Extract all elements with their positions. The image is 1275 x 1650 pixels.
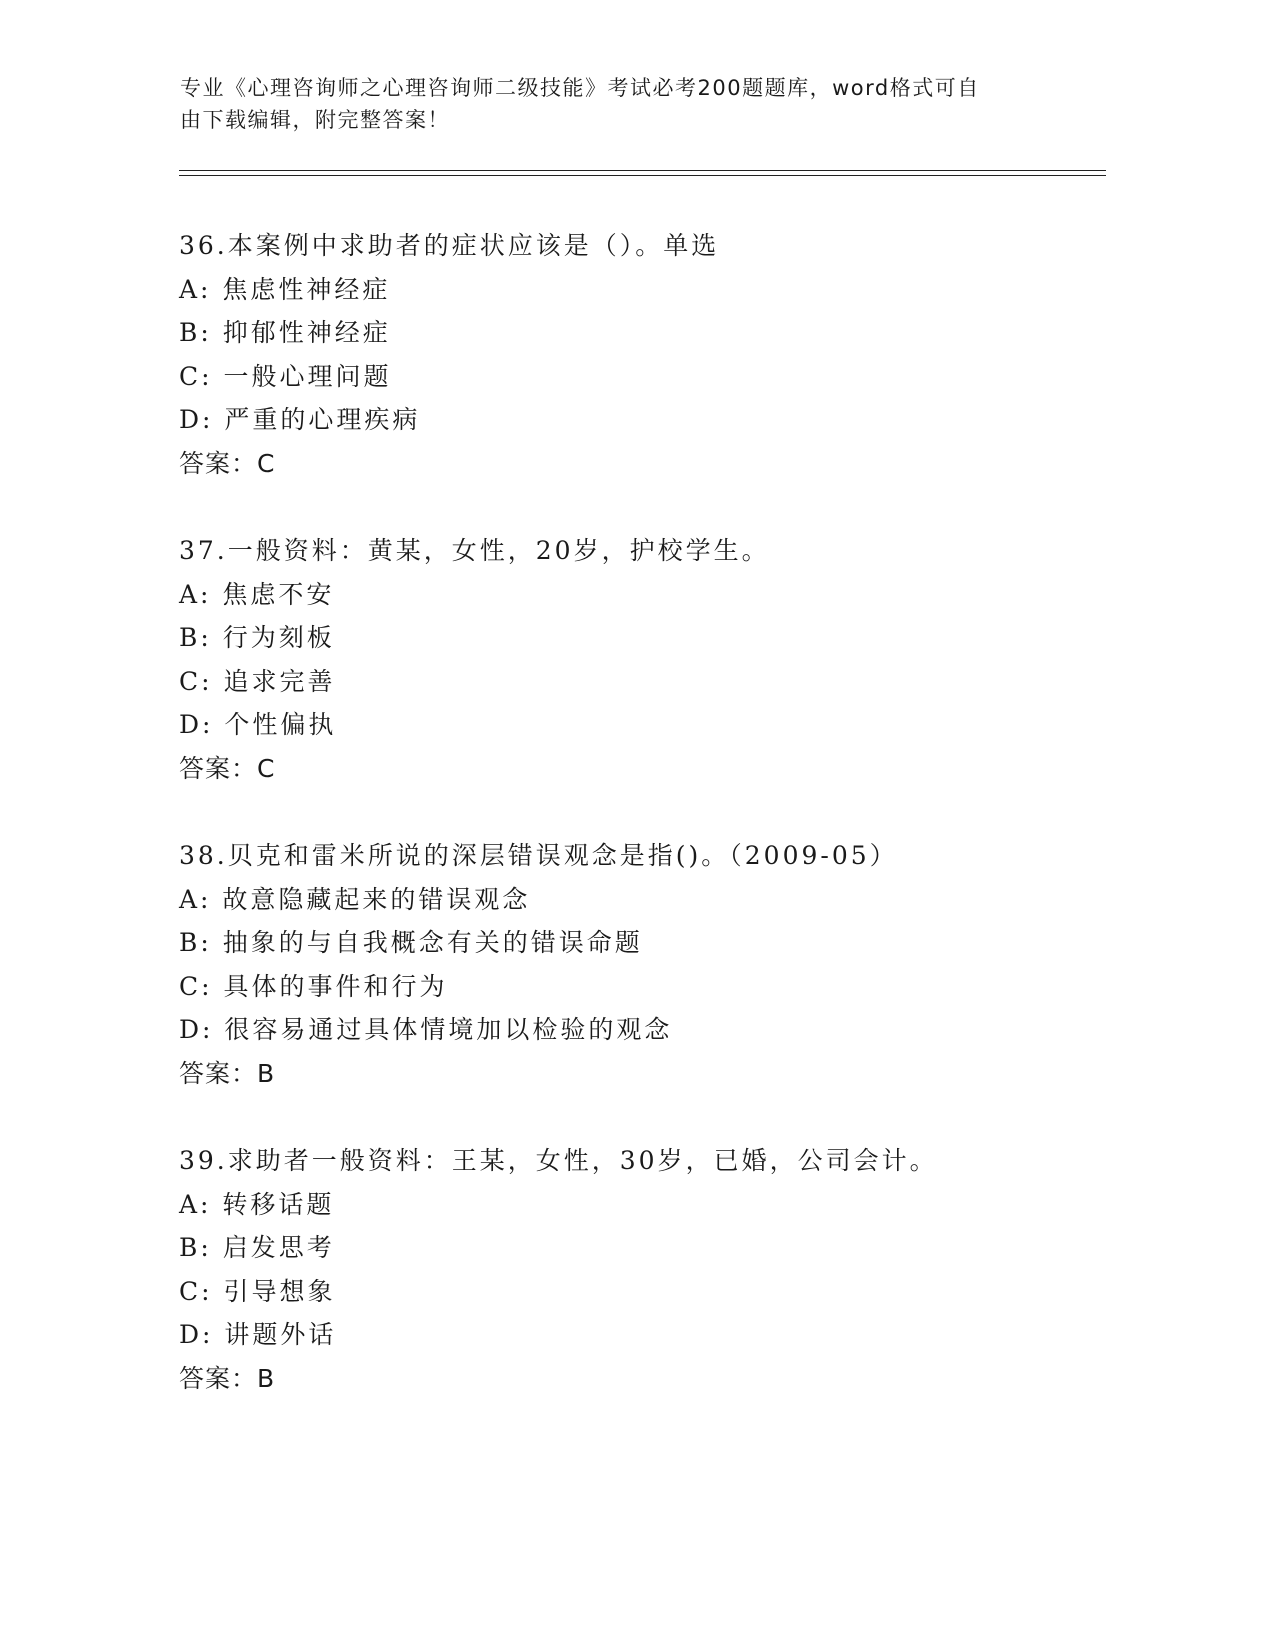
option-c: C: 具体的事件和行为	[179, 971, 448, 1001]
option-b: B: 抑郁性神经症	[179, 318, 391, 348]
header-line-1: 专业《心理咨询师之心理咨询师二级技能》考试必考200题题库，word格式可自	[180, 76, 980, 100]
question-39	[179, 1139, 1159, 1401]
answer: 答案：C	[179, 753, 276, 783]
question-38	[179, 834, 1159, 1096]
header-divider-bottom	[179, 175, 1106, 176]
answer: 答案：B	[179, 1058, 276, 1088]
option-c: C: 引导想象	[179, 1276, 336, 1306]
option-c: C: 一般心理问题	[179, 361, 392, 391]
document-header	[180, 72, 1040, 136]
option-d: D: 个性偏执	[179, 710, 337, 740]
header-line-2: 由下载编辑，附完整答案！	[180, 108, 450, 132]
option-a: A: 故意隐藏起来的错误观念	[179, 884, 531, 914]
header-divider-top	[179, 170, 1106, 171]
question-stem: 38.贝克和雷米所说的深层错误观念是指()。（2009-05）	[179, 841, 898, 870]
option-c: C: 追求完善	[179, 666, 336, 696]
option-b: B: 启发思考	[179, 1233, 335, 1263]
option-a: A: 转移话题	[179, 1189, 335, 1219]
option-b: B: 抽象的与自我概念有关的错误命题	[179, 928, 643, 958]
option-d: D: 严重的心理疾病	[179, 405, 421, 435]
answer: 答案：B	[179, 1363, 276, 1393]
question-36	[179, 224, 1159, 486]
question-stem: 36.本案例中求助者的症状应该是（）。单选	[179, 231, 720, 260]
question-stem: 39.求助者一般资料：王某，女性，30岁，已婚，公司会计。	[179, 1146, 938, 1175]
option-b: B: 行为刻板	[179, 623, 335, 653]
answer: 答案：C	[179, 448, 276, 478]
question-stem: 37.一般资料：黄某，女性，20岁，护校学生。	[179, 536, 770, 565]
option-a: A: 焦虑不安	[179, 579, 335, 609]
option-d: D: 很容易通过具体情境加以检验的观念	[179, 1015, 673, 1045]
option-a: A: 焦虑性神经症	[179, 274, 391, 304]
option-d: D: 讲题外话	[179, 1320, 337, 1350]
question-37	[179, 529, 1159, 791]
